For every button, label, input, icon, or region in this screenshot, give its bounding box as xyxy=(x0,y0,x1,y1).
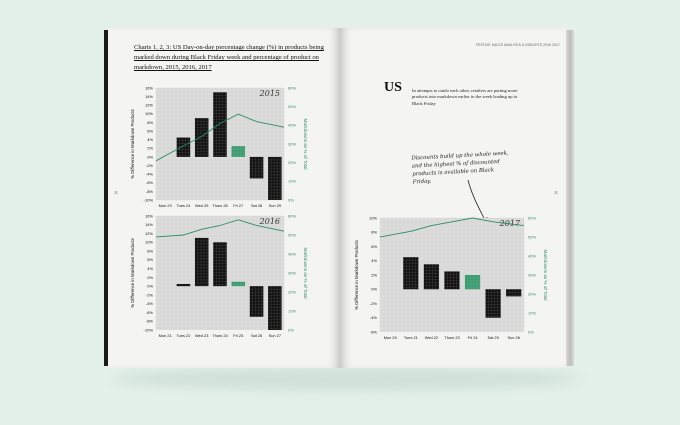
x-tick-label: Fri 27 xyxy=(233,203,244,208)
y2-tick-label: 50% xyxy=(288,104,297,110)
chart-group xyxy=(130,213,308,338)
bar xyxy=(424,264,439,289)
y-tick-label: -10% xyxy=(143,327,153,333)
page-number-left: 11 xyxy=(114,190,118,195)
y-tick-label: 4% xyxy=(147,266,153,272)
running-header: FESTIVE SALES ANALYSIS & INSIGHTS 2016 2017 xyxy=(475,43,560,47)
y2-tick-label: 10% xyxy=(288,178,297,184)
y-tick-label: 0% xyxy=(147,283,153,289)
y-tick-label: 2% xyxy=(147,145,153,151)
y2-tick-label: 30% xyxy=(288,141,297,147)
left-page xyxy=(108,28,340,368)
y-tick-label: 10% xyxy=(144,111,153,117)
y-tick-label: -2% xyxy=(145,292,153,298)
x-tick-label: Thurs 24 xyxy=(212,333,228,338)
y-tick-label: 2% xyxy=(371,272,377,278)
y-tick-label: 16% xyxy=(144,213,153,219)
y-tick-label: 4% xyxy=(147,137,153,143)
y-axis-label: % Difference in Markdown Products xyxy=(130,109,135,179)
y-tick-label: 10% xyxy=(368,215,377,221)
x-tick-label: Fri 24 xyxy=(467,335,478,340)
x-tick-label: Sun 29 xyxy=(268,203,282,208)
y2-tick-label: 50% xyxy=(288,232,297,238)
y-tick-label: 14% xyxy=(144,94,153,100)
page-edges xyxy=(566,30,574,366)
bar xyxy=(232,282,246,286)
section-intro-text: In attempts to outdo each other, retailers are putting more products into markdown earlier in the week leading up to Black Friday xyxy=(412,88,518,106)
y2-tick-label: 0% xyxy=(528,329,534,335)
x-tick-label: Mon 21 xyxy=(158,333,172,338)
page-number-right: 11 xyxy=(554,190,558,195)
chart-2016 xyxy=(108,28,340,368)
bar xyxy=(268,286,282,330)
y-tick-label: -4% xyxy=(145,301,153,307)
y2-tick-label: 20% xyxy=(288,289,297,295)
y2-tick-label: 30% xyxy=(288,270,297,276)
x-tick-label: Wed 22 xyxy=(424,335,439,340)
y-tick-label: -4% xyxy=(369,315,377,321)
y2-tick-label: 60% xyxy=(288,213,297,219)
x-tick-label: Sun 27 xyxy=(268,333,282,338)
y-tick-label: 2% xyxy=(147,274,153,280)
bar xyxy=(213,242,227,286)
y2-axis-label: Markdowns as % of Total xyxy=(303,247,308,299)
book-shadow xyxy=(112,368,582,390)
y-tick-label: 8% xyxy=(147,119,153,125)
y-tick-label: -6% xyxy=(369,329,377,335)
y2-tick-label: 20% xyxy=(528,291,537,297)
chart-title: 2017 xyxy=(499,219,520,228)
y-tick-label: -10% xyxy=(143,197,153,203)
y-tick-label: -4% xyxy=(145,171,153,177)
section-heading: US xyxy=(384,80,402,95)
bar xyxy=(403,257,418,289)
y-tick-label: 0% xyxy=(147,154,153,160)
y2-tick-label: 20% xyxy=(288,160,297,166)
y-tick-label: -8% xyxy=(145,188,153,194)
y-tick-label: -6% xyxy=(145,180,153,186)
y2-tick-label: 40% xyxy=(528,253,537,259)
y2-tick-label: 40% xyxy=(288,122,297,128)
y-tick-label: -2% xyxy=(145,162,153,168)
y-tick-label: 16% xyxy=(144,85,153,91)
x-tick-label: Mon 23 xyxy=(158,203,172,208)
x-tick-label: Sat 26 xyxy=(250,333,263,338)
y-tick-label: 0% xyxy=(371,286,377,292)
right-page xyxy=(340,28,566,368)
y2-tick-label: 10% xyxy=(288,308,297,314)
y-tick-label: 10% xyxy=(144,239,153,245)
chart-title: 2016 xyxy=(259,217,280,226)
y-tick-label: -6% xyxy=(145,309,153,315)
y-tick-label: 4% xyxy=(371,258,377,264)
x-tick-label: Tues 21 xyxy=(403,335,418,340)
y2-tick-label: 0% xyxy=(288,197,294,203)
charts-title: Charts 1, 2, 3: US Day-on-day percentage change (%) in products being marked down during Black Friday week and percentage of product on markdown, 2015, 2016, 2017 xyxy=(134,44,324,71)
y-tick-label: -2% xyxy=(369,300,377,306)
y-tick-label: 8% xyxy=(371,229,377,235)
y2-tick-label: 30% xyxy=(528,272,537,278)
y-tick-label: 6% xyxy=(147,257,153,263)
y2-tick-label: 10% xyxy=(528,310,537,316)
chart-2017 xyxy=(340,28,566,368)
y-axis-label: % Difference in Markdown Products xyxy=(354,240,359,310)
y2-tick-label: 0% xyxy=(288,327,294,333)
y-tick-label: 8% xyxy=(147,248,153,254)
x-tick-label: Fri 25 xyxy=(233,333,244,338)
y-axis-label: % Difference in Markdown Products xyxy=(130,238,135,308)
chart-title: 2015 xyxy=(259,89,280,98)
y-tick-label: 12% xyxy=(144,230,153,236)
x-tick-label: Tues 22 xyxy=(176,333,191,338)
chart-group xyxy=(354,215,548,340)
x-tick-label: Thurs 26 xyxy=(212,203,228,208)
bar xyxy=(250,286,264,317)
x-tick-label: Wed 23 xyxy=(195,333,209,338)
x-tick-label: Wed 25 xyxy=(195,203,209,208)
x-tick-label: Sat 28 xyxy=(250,203,263,208)
bar xyxy=(486,289,501,318)
y2-tick-label: 40% xyxy=(288,251,297,257)
y-tick-label: 6% xyxy=(147,128,153,134)
y2-axis-label: Markdowns as % of Total xyxy=(303,118,308,170)
y-tick-label: -8% xyxy=(145,318,153,324)
bar xyxy=(177,284,191,286)
handwritten-annotation: Discounts build up the whole week, and the highest % of discounted products is available on Black Friday. xyxy=(411,150,509,186)
x-tick-label: Thurs 23 xyxy=(444,335,460,340)
y2-tick-label: 50% xyxy=(528,234,537,240)
x-tick-label: Mon 20 xyxy=(383,335,397,340)
y-tick-label: 6% xyxy=(371,243,377,249)
y-tick-label: 14% xyxy=(144,222,153,228)
y2-axis-label: Markdowns as % of Total xyxy=(543,249,548,301)
y2-tick-label: 60% xyxy=(528,215,537,221)
x-tick-label: Tues 24 xyxy=(176,203,191,208)
y2-tick-label: 60% xyxy=(288,85,297,91)
y-tick-label: 12% xyxy=(144,102,153,108)
x-tick-label: Sun 26 xyxy=(507,335,520,340)
x-tick-label: Sat 25 xyxy=(487,335,499,340)
